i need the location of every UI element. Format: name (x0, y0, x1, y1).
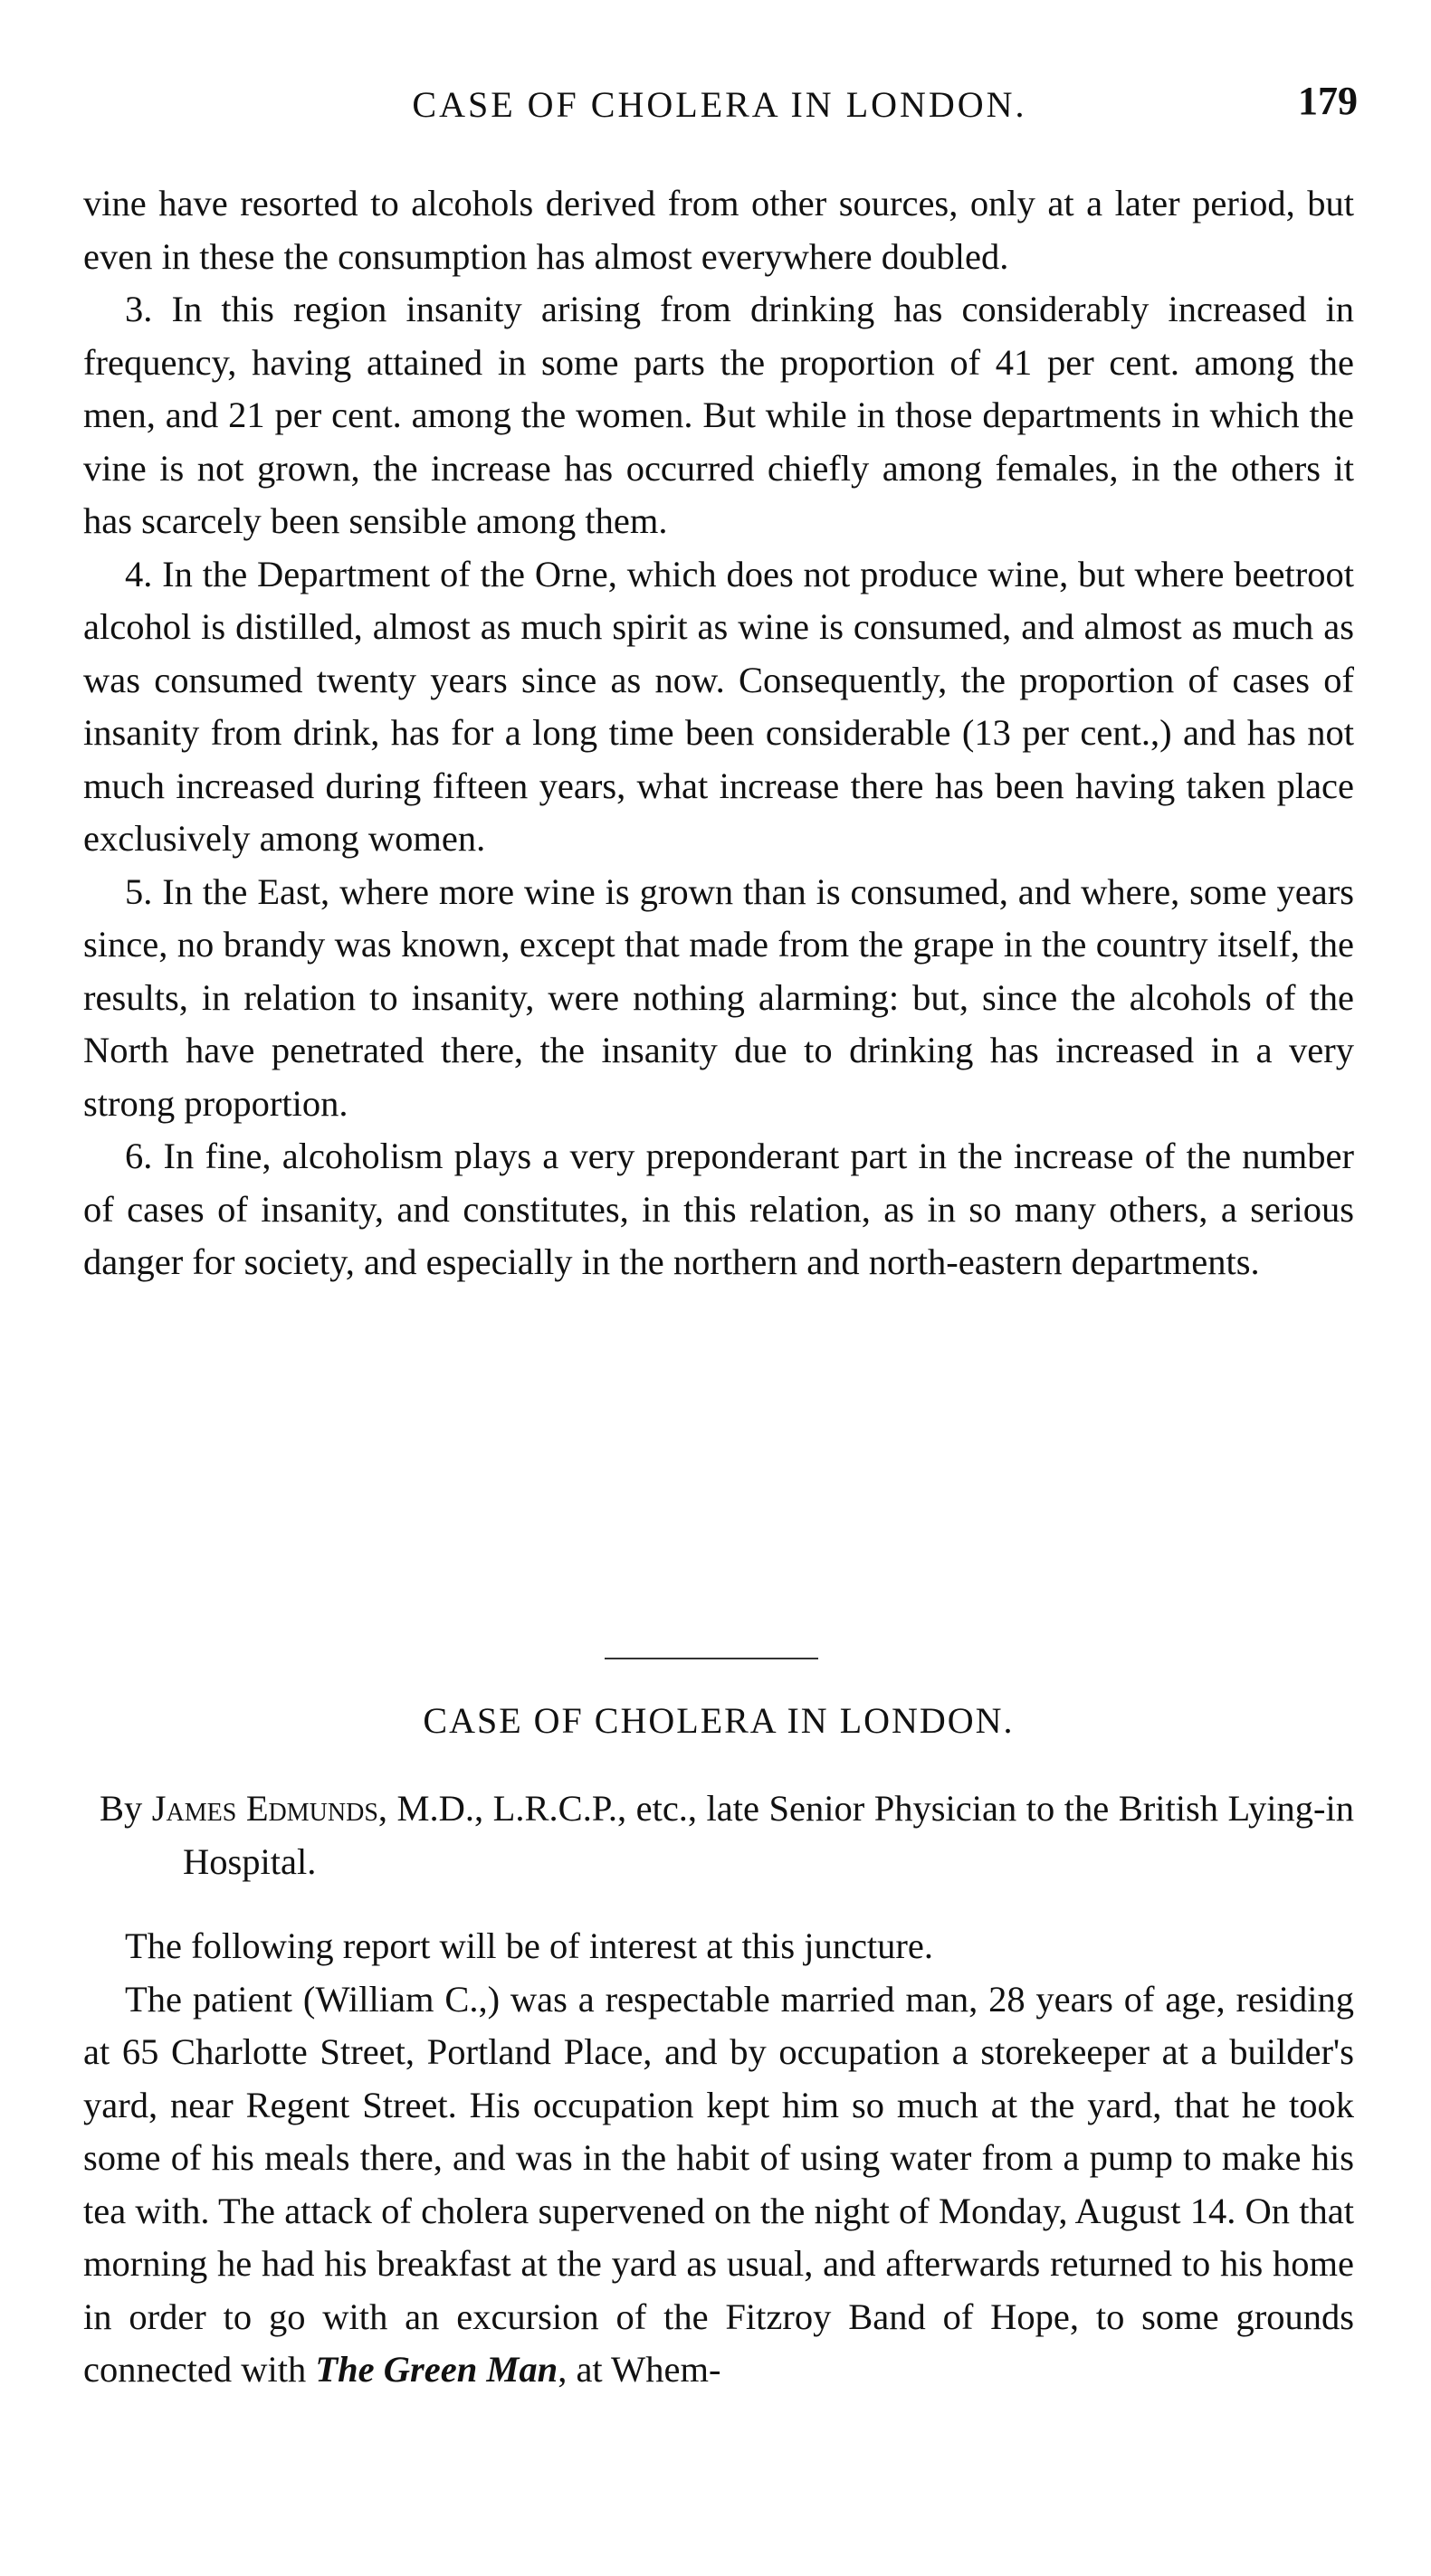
author-name: James Edmunds (151, 1788, 378, 1829)
paragraph-point-4: 4. In the Department of the Orne, which does not produce wine, but where beetroot alcohol is distilled, almost as much spirit as wine is consumed, and almost as much as was consumed twenty years since as now. Consequently, the proportion of cases of insanity from drink, has for a long time been considerable (13 per cent.,) and has not much increased during fifteen years, what increase there has been having taken place exclusively among women. (83, 553, 1354, 859)
author-credentials: , M.D., L.R.C.P., etc., late Senior Physician to the British Lying-in Hospital. (183, 1788, 1354, 1882)
article-title: CASE OF CHOLERA IN LONDON. (423, 1700, 1015, 1741)
paragraph-case-report (83, 1973, 1354, 2397)
paragraph-point-3: 3. In this region insanity arising from drinking has considerably increased in frequency, having attained in some parts the proportion of 41 per cent. among the men, and 21 per cent. among the women. But while in those departments in which the vine is not grown, the increase has occurred chiefly among females, in the others it has scarcely been sensible among them. (83, 289, 1354, 541)
paragraph-intro: The following report will be of interest at this juncture. (125, 1925, 934, 1966)
previous-article-body (83, 177, 1354, 1289)
article-body (83, 1920, 1354, 2397)
section-divider (605, 1658, 818, 1659)
paragraph-continuation: vine have resorted to alcohols derived from other sources, only at a later period, but even in these the consumption has almost everywhere doubled. (83, 183, 1354, 277)
case-report-text: The patient (William C.,) was a respectable married man, 28 years of age, residing at 65 Charlotte Street, Portland Place, and by occupation a storekeeper at a builder's yard, near Regent Street. His occupation kept him so much at the yard, that he took some of his meals there, and was in the habit of using water from a pump to make his tea with. The attack of cholera supervened on the night of Monday, August 14. On that morning he had his breakfast at the yard as usual, and afterwards returned to his home in order to go with an excursion of the Fitzroy Band of Hope, to some grounds connected with (83, 1978, 1354, 2390)
page-number: 179 (1298, 79, 1358, 123)
place-name-italic: The Green Man (315, 2349, 558, 2390)
byline-prefix: By (100, 1788, 143, 1829)
article-byline (100, 1782, 1354, 1888)
case-report-tail: , at Whem- (558, 2349, 721, 2390)
running-title: CASE OF CHOLERA IN LONDON. (412, 84, 1027, 125)
paragraph-point-6: 6. In fine, alcoholism plays a very preponderant part in the increase of the number of cases of insanity, and constitutes, in this relation, as in so many others, a serious danger for society, and especially in the northern and north-eastern departments. (83, 1136, 1354, 1282)
paragraph-point-5: 5. In the East, where more wine is grown than is consumed, and where, some years since, no brandy was known, except that made from the grape in the country itself, the results, in relation to insanity, were nothing alarming: but, since the alcohols of the North have penetrated there, the insanity due to drinking has increased in a very strong proportion. (83, 870, 1354, 1124)
running-header (81, 79, 1358, 138)
